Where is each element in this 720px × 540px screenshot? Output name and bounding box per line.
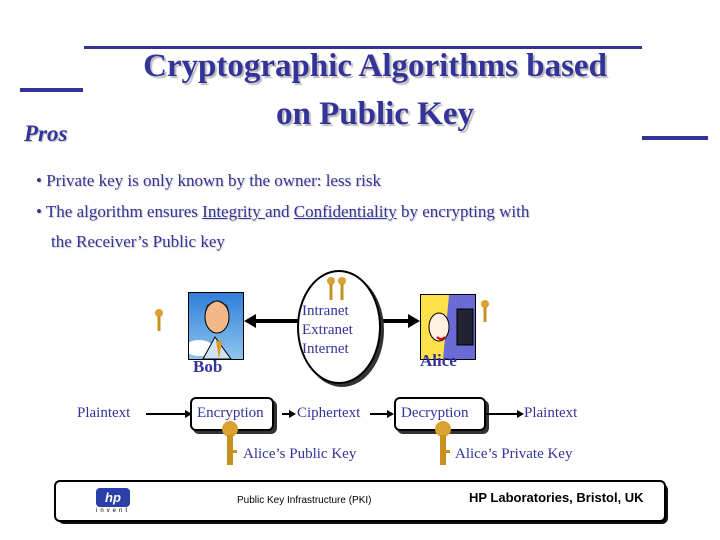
network-labels: Intranet Extranet Internet xyxy=(302,303,353,357)
public-key-label: Alice’s Public Key xyxy=(243,446,357,462)
private-key-icon xyxy=(433,420,453,466)
bullet-2-continued: the Receiver’s Public key xyxy=(51,232,225,251)
encryption-label: Encryption xyxy=(197,405,264,421)
private-key-label: Alice’s Private Key xyxy=(455,446,573,462)
ciphertext-label: Ciphertext xyxy=(297,405,361,421)
bullet-2: • The algorithm ensures Integrity and Confidentiality by encrypting with xyxy=(36,202,530,221)
hp-logo: hp xyxy=(96,488,130,507)
public-key-icon xyxy=(220,420,240,466)
hp-logo-sub: invent xyxy=(96,508,131,514)
bob-key-icon xyxy=(154,308,164,332)
arrowhead-left xyxy=(244,314,256,328)
bob-label: Bob xyxy=(193,357,223,376)
plaintext-out: Plaintext xyxy=(524,405,578,421)
arrowhead-right xyxy=(408,314,420,328)
bob-avatar xyxy=(188,292,244,360)
alice-key-icon xyxy=(480,299,490,323)
shared-keys-icon xyxy=(325,276,349,302)
section-label: Pros xyxy=(24,121,68,146)
right-rule xyxy=(642,136,708,140)
plaintext-in: Plaintext xyxy=(77,405,131,421)
decryption-label: Decryption xyxy=(401,405,469,421)
flow-arrows xyxy=(140,405,540,425)
left-rule xyxy=(20,88,83,92)
footer-center-text: Public Key Infrastructure (PKI) xyxy=(237,495,372,506)
alice-label: Alice xyxy=(420,351,457,370)
slide-title: Cryptographic Algorithms based on Public Key xyxy=(143,48,607,132)
bullet-1: • Private key is only known by the owner: less risk xyxy=(36,171,381,190)
footer-right-text: HP Laboratories, Bristol, UK xyxy=(469,490,644,505)
